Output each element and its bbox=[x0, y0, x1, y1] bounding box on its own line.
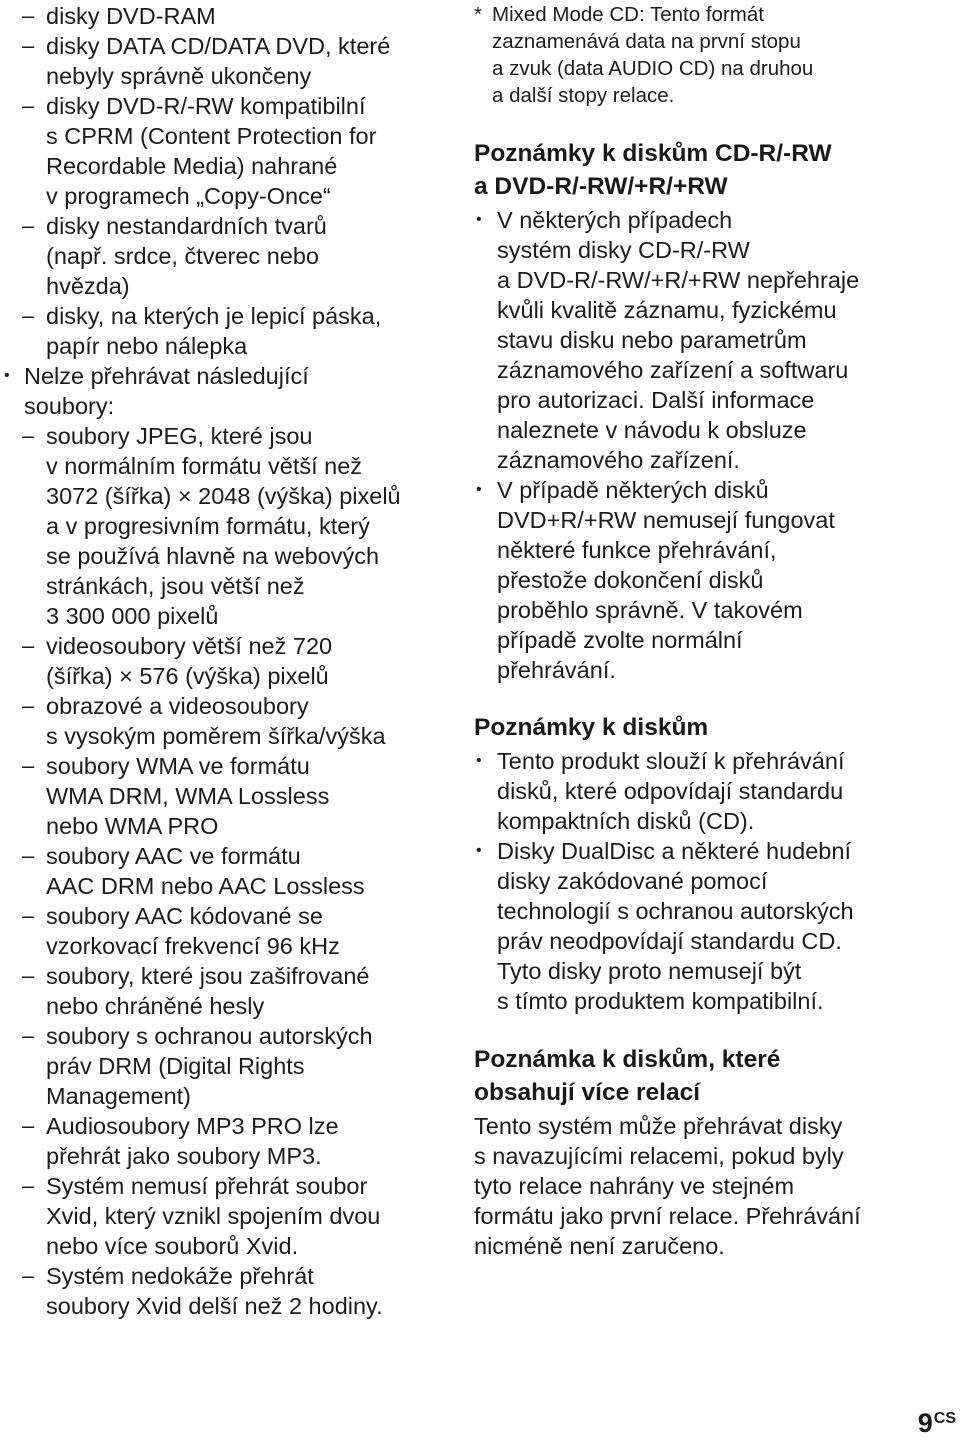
bullet-marker: • bbox=[476, 481, 482, 498]
left-column-line: nebo více souborů Xvid. bbox=[46, 1233, 299, 1259]
bullet-item-line: a DVD-R/-RW/+R/+RW nepřehraje bbox=[497, 267, 860, 293]
bullet-item-line: záznamového zařízení. bbox=[497, 447, 740, 473]
bullet-item-line: kompaktních disků (CD). bbox=[497, 808, 755, 834]
left-column-line: videosoubory větší než 720 bbox=[46, 633, 333, 659]
left-column-line: soubory, které jsou zašifrované bbox=[46, 963, 370, 989]
left-column-line: Nelze přehrávat následující bbox=[24, 363, 309, 389]
bullet-marker: • bbox=[4, 367, 10, 384]
bullet-item-line: s tímto produktem kompatibilní. bbox=[497, 988, 824, 1014]
dash-marker: – bbox=[22, 33, 35, 58]
left-column-line: soubory Xvid delší než 2 hodiny. bbox=[46, 1293, 383, 1319]
dash-marker: – bbox=[22, 633, 35, 658]
left-column-line: soubory s ochranou autorských bbox=[46, 1023, 373, 1049]
left-column-line: soubory AAC kódované se bbox=[46, 903, 323, 929]
left-column-line: stránkách, jsou větší než bbox=[46, 573, 305, 599]
footnote-line: zaznamenává data na první stopu bbox=[492, 30, 801, 53]
dash-marker: – bbox=[22, 693, 35, 718]
bullet-item-line: kvůli kvalitě záznamu, fyzickému bbox=[497, 297, 837, 323]
footnote-line: Mixed Mode CD: Tento formát bbox=[492, 3, 764, 26]
paragraph-line: nicméně není zaručeno. bbox=[474, 1233, 725, 1259]
paragraph-line: Tento systém může přehrávat disky bbox=[474, 1113, 843, 1139]
left-column-line: soubory WMA ve formátu bbox=[46, 753, 310, 779]
bullet-item-line: V některých případech bbox=[497, 207, 733, 233]
section-heading: a DVD-R/-RW/+R/+RW bbox=[474, 173, 728, 200]
left-column-line: Xvid, který vznikl spojením dvou bbox=[46, 1203, 381, 1229]
bullet-item-line: případě zvolte normální bbox=[497, 627, 743, 653]
left-column-line: a v progresivním formátu, který bbox=[46, 513, 370, 539]
bullet-item-line: přestože dokončení disků bbox=[497, 567, 764, 593]
footnote-asterisk: * bbox=[474, 3, 482, 26]
section-heading: obsahují více relací bbox=[474, 1079, 701, 1106]
bullet-item-line: DVD+R/+RW nemusejí fungovat bbox=[497, 507, 835, 533]
bullet-item-line: Tento produkt slouží k přehrávání bbox=[497, 748, 845, 774]
bullet-item-line: disků, které odpovídají standardu bbox=[497, 778, 844, 804]
footnote-line: a zvuk (data AUDIO CD) na druhou bbox=[492, 57, 814, 80]
section-heading: Poznámky k diskům bbox=[474, 714, 709, 741]
paragraph-line: tyto relace nahrány ve stejném bbox=[474, 1173, 795, 1199]
left-column-line: soubory AAC ve formátu bbox=[46, 843, 301, 869]
bullet-marker: • bbox=[476, 752, 482, 769]
left-column-line: WMA DRM, WMA Lossless bbox=[46, 783, 330, 809]
bullet-item-line: Tyto disky proto nemusejí být bbox=[497, 958, 802, 984]
left-column-line: práv DRM (Digital Rights bbox=[46, 1053, 305, 1079]
left-column-line: Systém nemusí přehrát soubor bbox=[46, 1173, 368, 1199]
footnote-line: a další stopy relace. bbox=[492, 84, 675, 107]
section-heading: Poznámky k diskům CD-R/-RW bbox=[474, 140, 832, 167]
left-column-line: hvězda) bbox=[46, 273, 130, 299]
left-column-line: Recordable Media) nahrané bbox=[46, 153, 338, 179]
left-column-line: (např. srdce, čtverec nebo bbox=[46, 243, 319, 269]
bullet-item-line: přehrávání. bbox=[497, 657, 616, 683]
dash-marker: – bbox=[22, 903, 35, 928]
dash-marker: – bbox=[22, 1113, 35, 1138]
bullet-item-line: pro autorizaci. Další informace bbox=[497, 387, 815, 413]
bullet-item-line: práv neodpovídají standardu CD. bbox=[497, 928, 842, 954]
left-column-line: nebo chráněné hesly bbox=[46, 993, 265, 1019]
left-column-line: disky DVD-RAM bbox=[46, 3, 216, 29]
bullet-item-line: technologií s ochranou autorských bbox=[497, 898, 854, 924]
left-column-line: s CPRM (Content Protection for bbox=[46, 123, 377, 149]
bullet-item-line: záznamového zařízení a softwaru bbox=[497, 357, 849, 383]
dash-marker: – bbox=[22, 423, 35, 448]
left-column-line: Systém nedokáže přehrát bbox=[46, 1263, 314, 1289]
left-column-line: obrazové a videosoubory bbox=[46, 693, 309, 719]
left-column-line: papír nebo nálepka bbox=[46, 333, 248, 359]
bullet-item-line: stavu disku nebo parametrům bbox=[497, 327, 807, 353]
bullet-item-line: V případě některých disků bbox=[497, 477, 769, 503]
dash-marker: – bbox=[22, 3, 35, 28]
left-column-line: přehrát jako soubory MP3. bbox=[46, 1143, 322, 1169]
bullet-marker: • bbox=[476, 211, 482, 228]
bullet-item-line: naleznete v návodu k obsluze bbox=[497, 417, 807, 443]
paragraph-line: s navazujícími relacemi, pokud byly bbox=[474, 1143, 844, 1169]
bullet-item-line: Disky DualDisc a některé hudební bbox=[497, 838, 851, 864]
bullet-marker: • bbox=[476, 842, 482, 859]
left-column-line: disky DVD-R/-RW kompatibilní bbox=[46, 93, 366, 119]
left-column-line: Management) bbox=[46, 1083, 191, 1109]
dash-marker: – bbox=[22, 1173, 35, 1198]
left-column-line: nebyly správně ukončeny bbox=[46, 63, 312, 89]
dash-marker: – bbox=[22, 93, 35, 118]
left-column-line: AAC DRM nebo AAC Lossless bbox=[46, 873, 365, 899]
bullet-item-line: disky zakódované pomocí bbox=[497, 868, 768, 894]
left-column-line: Audiosoubory MP3 PRO lze bbox=[46, 1113, 339, 1139]
left-column-line: se používá hlavně na webových bbox=[46, 543, 380, 569]
left-column-line: 3072 (šířka) × 2048 (výška) pixelů bbox=[46, 483, 401, 509]
bullet-item-line: proběhlo správně. V takovém bbox=[497, 597, 803, 623]
page-language-code: CS bbox=[933, 1410, 956, 1427]
bullet-item-line: systém disky CD-R/-RW bbox=[497, 237, 750, 263]
dash-marker: – bbox=[22, 213, 35, 238]
left-column-line: disky, na kterých je lepicí páska, bbox=[46, 303, 382, 329]
left-column-line: nebo WMA PRO bbox=[46, 813, 219, 839]
dash-marker: – bbox=[22, 753, 35, 778]
left-column-line: 3 300 000 pixelů bbox=[46, 603, 219, 629]
left-column-line: v normálním formátu větší než bbox=[46, 453, 363, 479]
dash-marker: – bbox=[22, 303, 35, 328]
left-column-line: soubory JPEG, které jsou bbox=[46, 423, 313, 449]
left-column-line: vzorkovací frekvencí 96 kHz bbox=[46, 933, 340, 959]
dash-marker: – bbox=[22, 1023, 35, 1048]
left-column-line: s vysokým poměrem šířka/výška bbox=[46, 723, 386, 749]
left-column-line: soubory: bbox=[24, 393, 115, 419]
page-number-digit: 9 bbox=[917, 1408, 933, 1438]
dash-marker: – bbox=[22, 843, 35, 868]
dash-marker: – bbox=[22, 1263, 35, 1288]
left-column-line: v programech „Copy-Once“ bbox=[46, 183, 331, 209]
paragraph-line: formátu jako první relace. Přehrávání bbox=[474, 1203, 861, 1229]
left-column-line: (šířka) × 576 (výška) pixelů bbox=[46, 663, 329, 689]
left-column-line: disky nestandardních tvarů bbox=[46, 213, 327, 239]
section-heading: Poznámka k diskům, které bbox=[474, 1046, 781, 1073]
left-column-line: disky DATA CD/DATA DVD, které bbox=[46, 33, 391, 59]
page-number bbox=[917, 1404, 956, 1438]
dash-marker: – bbox=[22, 963, 35, 988]
bullet-item-line: některé funkce přehrávání, bbox=[497, 537, 777, 563]
